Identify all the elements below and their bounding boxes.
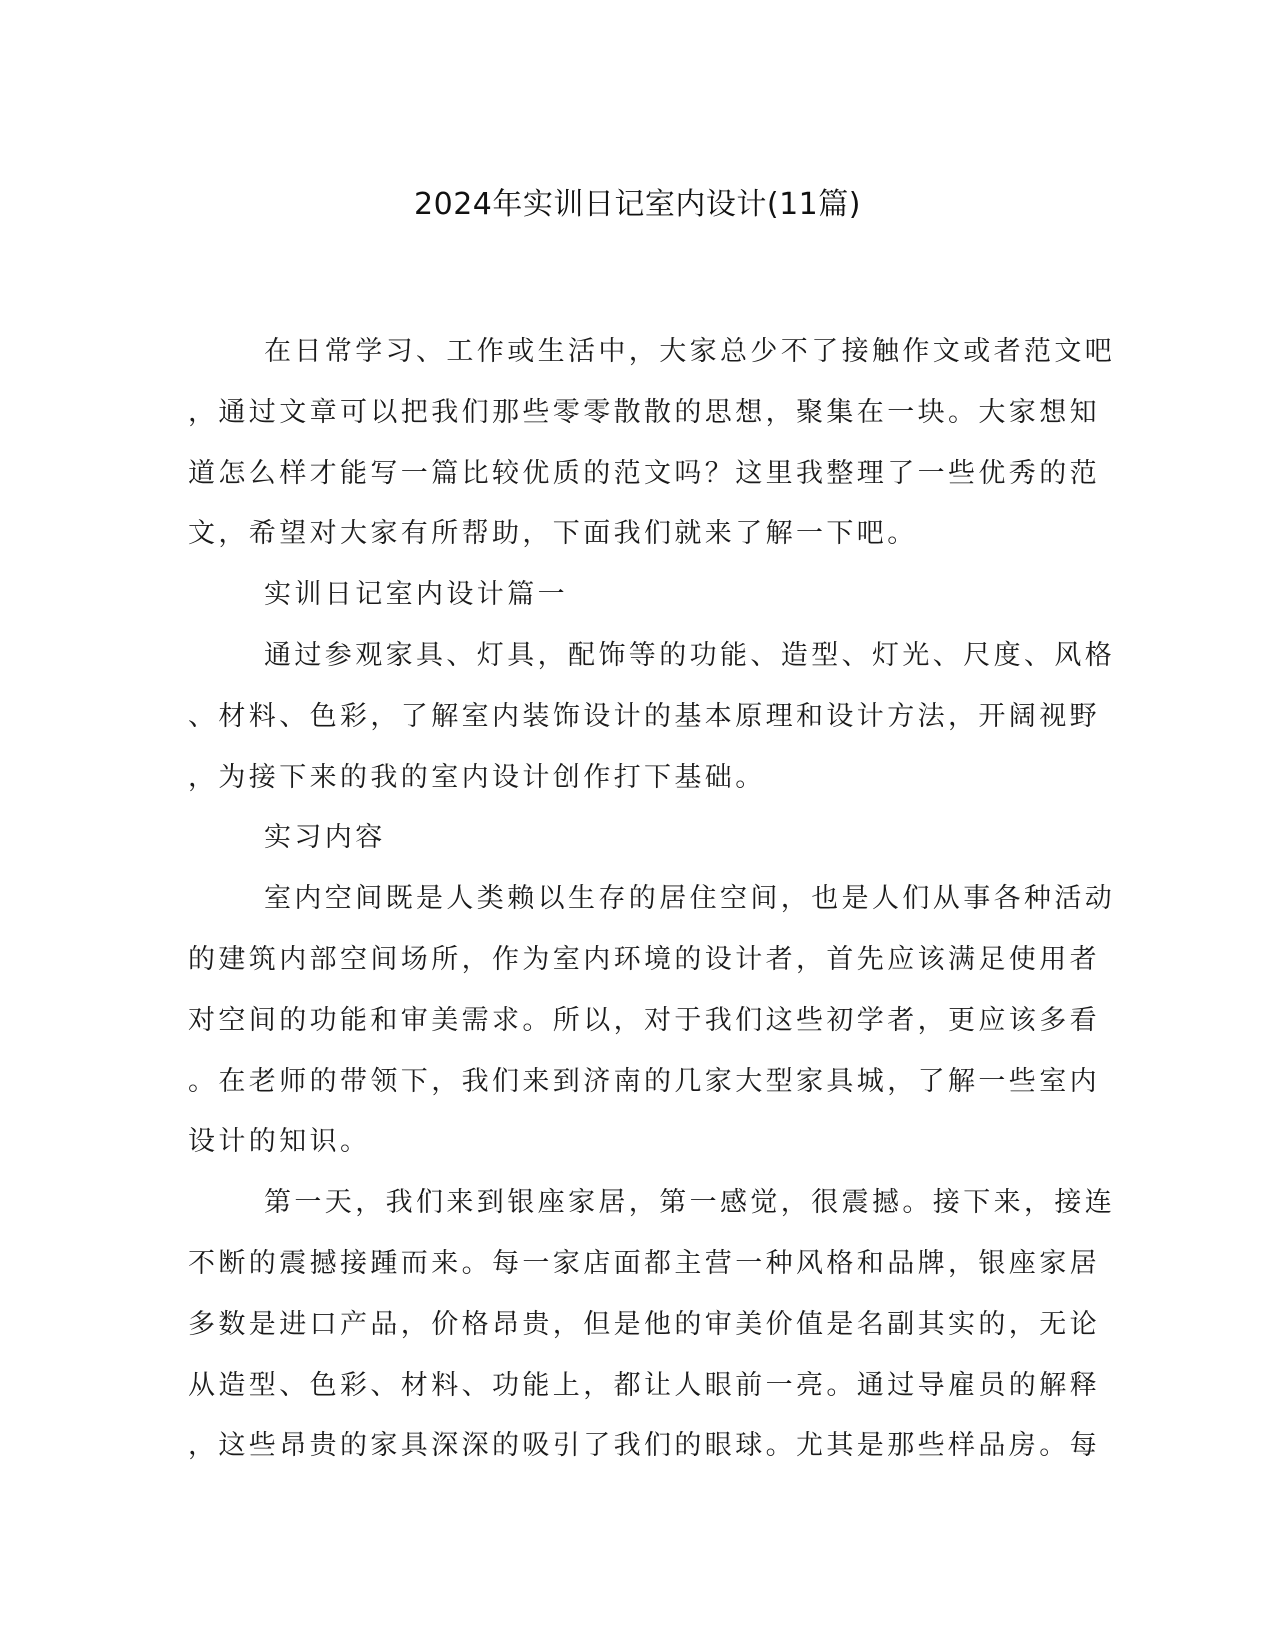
paragraph-line: 在日常学习、工作或生活中，大家总少不了接触作文或者范文吧 <box>264 336 1116 367</box>
paragraph-line: ，这些昂贵的家具深深的吸引了我们的眼球。尤其是那些样品房。每 <box>188 1430 1100 1462</box>
section-heading: 实训日记室内设计篇一 <box>264 579 568 611</box>
document-title: 2024年实训日记室内设计(11篇) <box>414 187 861 222</box>
section-heading: 实习内容 <box>264 822 386 854</box>
paragraph-line: ，为接下来的我的室内设计创作打下基础。 <box>188 761 766 793</box>
paragraph-line: 道怎么样才能写一篇比较优质的范文吗？这里我整理了一些优秀的范 <box>188 457 1100 489</box>
paragraph-line: 、材料、色彩，了解室内装饰设计的基本原理和设计方法，开阔视野 <box>188 700 1100 732</box>
paragraph-line: 第一天，我们来到银座家居，第一感觉，很震撼。接下来，接连 <box>264 1187 1116 1219</box>
paragraph-line: 从造型、色彩、材料、功能上，都让人眼前一亮。通过导雇员的解释 <box>188 1369 1100 1401</box>
paragraph-line: 多数是进口产品，价格昂贵，但是他的审美价值是名副其实的，无论 <box>188 1308 1100 1340</box>
paragraph-line: 的建筑内部空间场所，作为室内环境的设计者，首先应该满足使用者 <box>188 943 1100 975</box>
paragraph-line: 室内空间既是人类赖以生存的居住空间，也是人们从事各种活动 <box>264 883 1116 915</box>
paragraph-line: 通过参观家具、灯具，配饰等的功能、造型、灯光、尺度、风格 <box>264 639 1116 671</box>
paragraph-line: 对空间的功能和审美需求。所以，对于我们这些初学者，更应该多看 <box>188 1004 1100 1036</box>
paragraph-line: 设计的知识。 <box>188 1126 371 1158</box>
paragraph-line: ，通过文章可以把我们那些零零散散的思想，聚集在一块。大家想知 <box>188 396 1100 428</box>
paragraph-line: 。在老师的带领下，我们来到济南的几家大型家具城，了解一些室内 <box>188 1065 1100 1097</box>
paragraph-line: 不断的震撼接踵而来。每一家店面都主营一种风格和品牌，银座家居 <box>188 1247 1100 1279</box>
paragraph-line: 文，希望对大家有所帮助，下面我们就来了解一下吧。 <box>188 518 918 550</box>
document-body <box>188 327 1116 1482</box>
